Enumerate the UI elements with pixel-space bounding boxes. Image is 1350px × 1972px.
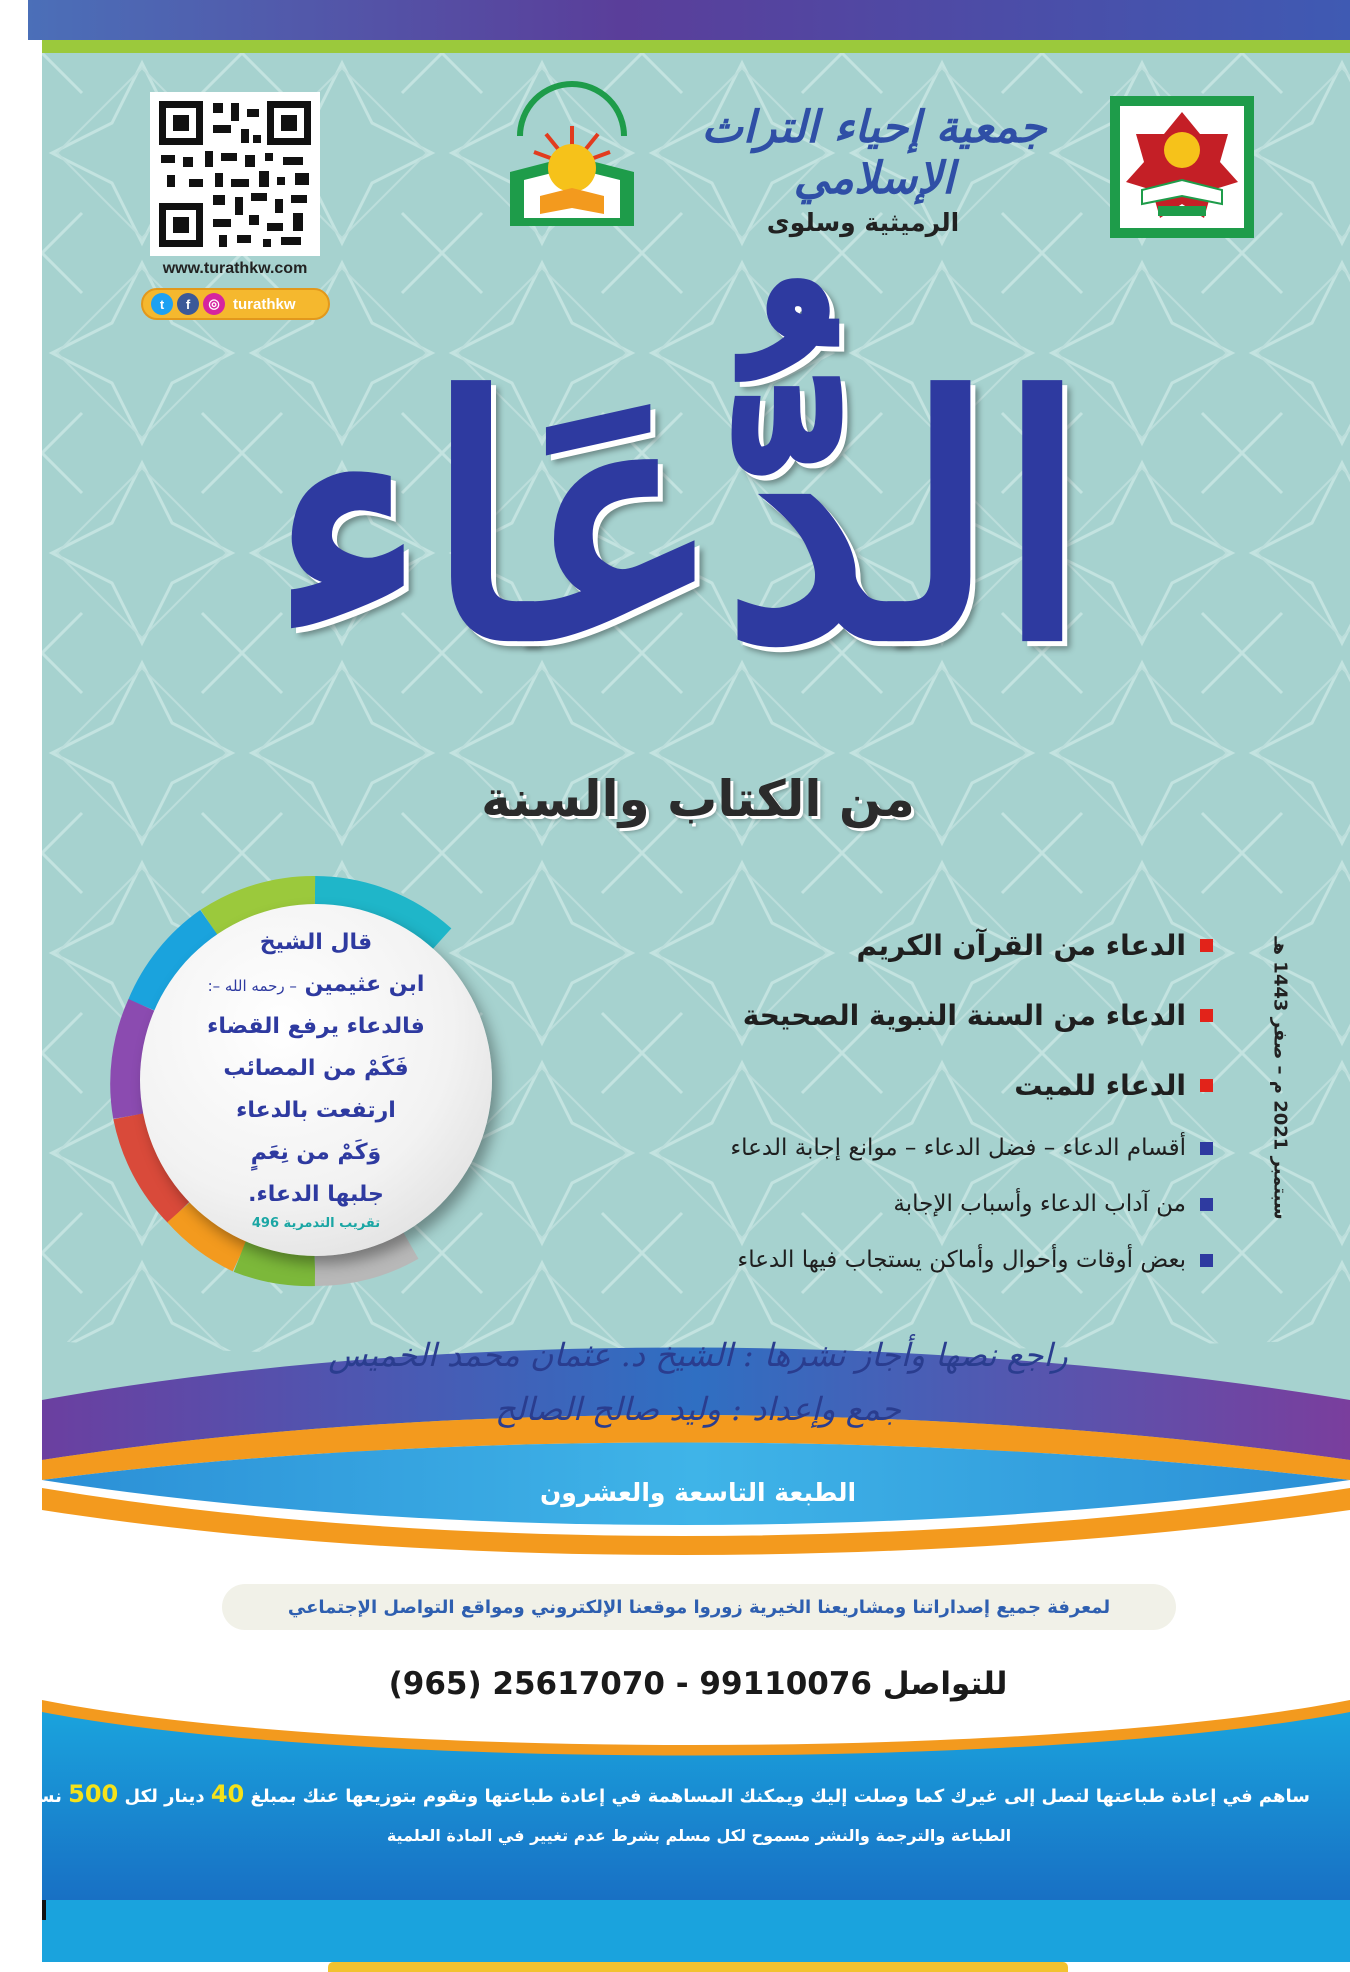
quote-line-4: فَكَمْ من المصائب (223, 1056, 409, 1081)
topic-item (548, 910, 1213, 980)
subtopic-item (548, 1232, 1213, 1288)
quran-book-logo-icon (1108, 94, 1256, 240)
rights-text: الطباعة والترجمة والنشر مسموح لكل مسلم بشرط عدم تغيير في المادة العلمية (386, 1826, 1012, 1845)
donation-part2: دينار لكل (124, 1786, 205, 1807)
subtopic-text: أقسام الدعاء – فضل الدعاء – موانع إجابة الدعاء (730, 1135, 1186, 1161)
top-purple-band (28, 0, 1350, 40)
reviewer-credit: راجع نصها وأجاز نشرها : الشيخ د. عثمان محمد الخميس (328, 1336, 1068, 1374)
donation-part3: نسخة . (0, 1786, 62, 1807)
quote-box (158, 922, 474, 1231)
branch-name: الرميثية وسلوى (766, 208, 960, 237)
quote-scholar: ابن عثيمين (304, 972, 425, 997)
donation-amount: 40 (210, 1780, 245, 1808)
topic-item (548, 1050, 1213, 1120)
topic-text: الدعاء للميت (1014, 1068, 1186, 1102)
subtopic-text: بعض أوقات وأحوال وأماكن يستجاب فيها الدعاء (737, 1247, 1186, 1273)
quote-line-7: جلبها الدعاء. (248, 1182, 384, 1207)
qr-code[interactable] (150, 92, 320, 256)
instagram-icon[interactable]: ◎ (203, 293, 225, 315)
topics-list (548, 910, 1213, 1288)
quote-line-2 (158, 964, 474, 1006)
donation-part1: ساهم في إعادة طباعتها لتصل إلى غيرك كما وصلت إليك ويمكنك المساهمة في إعادة طباعتها ونقوم بتوزيعها عنك بمبلغ (250, 1786, 1310, 1807)
website-url[interactable]: www.turathkw.com (162, 260, 308, 277)
qr-code-icon (153, 95, 317, 253)
subtopic-text: من آداب الدعاء وأسباب الإجابة (893, 1191, 1186, 1217)
topic-text: الدعاء من القرآن الكريم (856, 928, 1186, 962)
donation-copies: 500 (68, 1780, 119, 1808)
topic-text: الدعاء من السنة النبوية الصحيحة (742, 998, 1186, 1032)
quote-source: تقريب التدمرية 496 (251, 1216, 381, 1231)
compiler-credit: جمع وإعداد : وليد صالح الصالح (495, 1390, 901, 1428)
contact-label: للتواصل (882, 1666, 1008, 1702)
bottom-yellow-edge (328, 1962, 1068, 1972)
red-bullet-icon (1200, 1079, 1213, 1092)
contact-numbers[interactable]: (965) 25617070 - 99110076 (388, 1666, 872, 1702)
quote-line-3: فالدعاء يرفع القضاء (207, 1014, 425, 1039)
donation-text (0, 1780, 1310, 1808)
subtopic-item (548, 1176, 1213, 1232)
contact-line (328, 1666, 1068, 1702)
association-name: جمعية إحياء التراث الإسلامي (701, 102, 1047, 204)
quote-line-1: قال الشيخ (259, 930, 373, 955)
subtopic-item (548, 1120, 1213, 1176)
book-title: الدُّعَاء (269, 326, 1088, 714)
twitter-icon[interactable]: t (151, 293, 173, 315)
red-bullet-icon (1200, 1009, 1213, 1022)
top-green-band (42, 40, 1350, 53)
publication-date-text: سبتمبر 2021 م – صفر 1443 هـ (1269, 936, 1291, 1220)
print-mark (42, 1900, 46, 1920)
red-bullet-icon (1200, 939, 1213, 952)
bottom-strip (42, 1900, 1350, 1962)
sun-book-logo-icon (500, 96, 644, 232)
quran-sunnah-logo (1108, 94, 1256, 240)
blue-bullet-icon (1200, 1198, 1213, 1211)
book-subtitle: من الكتاب والسنة (481, 770, 915, 828)
edition-label: الطبعة التاسعة والعشرون (539, 1478, 857, 1507)
publication-date (1260, 936, 1300, 1220)
topic-item (548, 980, 1213, 1050)
quote-line-6: وَكَمْ من نِعَمٍ (250, 1140, 382, 1165)
blue-bullet-icon (1200, 1254, 1213, 1267)
blue-bullet-icon (1200, 1142, 1213, 1155)
info-banner (222, 1584, 1176, 1630)
charity-work-logo (500, 96, 644, 232)
social-handle: turathkw (233, 295, 296, 313)
facebook-icon[interactable]: f (177, 293, 199, 315)
quote-honorific: – رحمه الله –: (207, 977, 297, 995)
quote-line-5: ارتفعت بالدعاء (236, 1098, 396, 1123)
info-text: لمعرفة جميع إصداراتنا ومشاريعنا الخيرية زوروا موقعنا الإلكتروني ومواقع التواصل الإجتماعي (287, 1596, 1111, 1618)
